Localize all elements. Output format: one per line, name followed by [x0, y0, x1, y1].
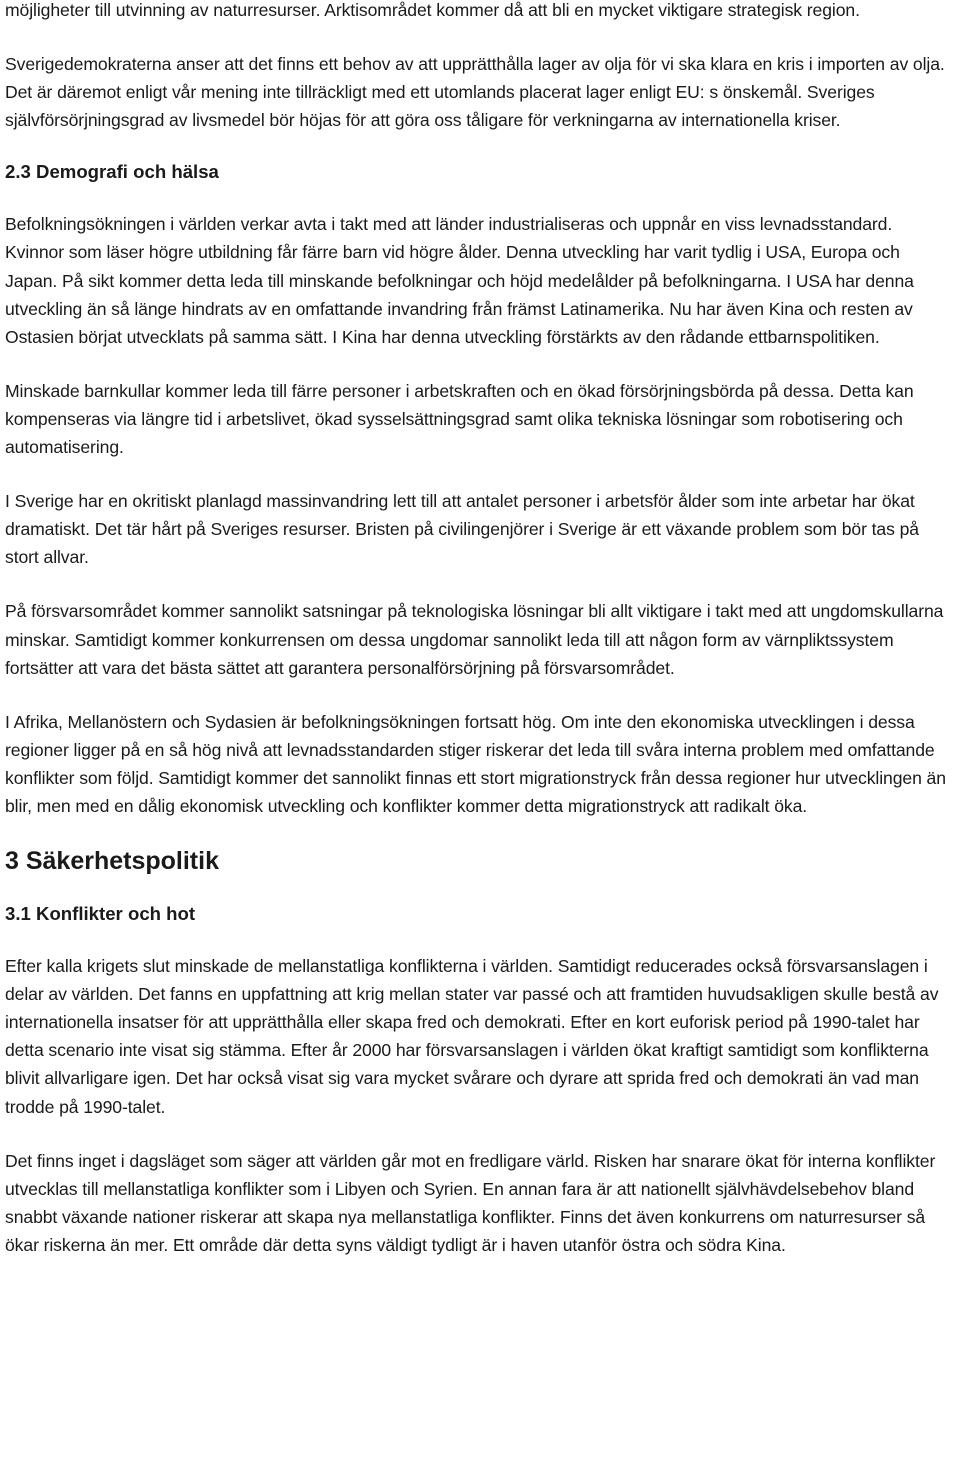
paragraph-text: I Sverige har en okritiskt planlagd massinvandring lett till att antalet personer i arbetsför ålder som inte arbetar har ökat dramatiskt. Det tär hårt på Sveriges resurser. Bristen på civilingenjörer i Sverige är ett växande problem som bör tas på stort allvar. — [5, 491, 919, 568]
section-heading-conflicts-threats: 3.1 Konflikter och hot — [5, 903, 196, 925]
paragraph-text: möjligheter till utvinning av naturresurser. Arktisområdet kommer då att bli en mycket viktigare strategisk region. — [5, 0, 860, 20]
chapter-heading-security-policy: 3 Säkerhetspolitik — [5, 847, 219, 876]
paragraph-sweden-immigration — [5, 487, 954, 571]
paragraph-arctic-continuation — [5, 0, 954, 24]
section-heading-demographics: 2.3 Demografi och hälsa — [5, 161, 219, 183]
paragraph-future-conflicts — [5, 1147, 954, 1259]
paragraph-labor-force — [5, 377, 954, 461]
paragraph-text: Det finns inget i dagsläget som säger att världen går mot en fredligare värld. Risken har snarare ökat för interna konflikter utvecklas till mellanstatliga konflikter som i Libyen och Syrien. En annan fara är att nationellt självhävdelsebehov bland snabbt växande nationer riskerar att skapa nya mellanstatliga konflikter. Finns det även konkurrens om naturresurser så ökar riskerna än mer. Ett område där detta syns väldigt tydligt är i haven utanför östra och södra Kina. — [5, 1150, 936, 1255]
paragraph-oil-reserves — [5, 50, 954, 134]
paragraph-cold-war — [5, 952, 954, 1121]
paragraph-text: I Afrika, Mellanöstern och Sydasien är befolkningsökningen fortsatt hög. Om inte den ekonomiska utvecklingen i dessa regioner ligger på en så hög nivå att levnadsstandarden stiger riskerar det leda till svåra interna problem med omfattande konflikter som följd. Samtidigt kommer det sannolikt finnas ett stort migrationstryck från dessa regioner hur utvecklingen än blir, men med en dålig ekonomisk utveckling och konflikter kommer detta migrationstryck att radikalt öka. — [5, 711, 946, 816]
paragraph-text: På försvarsområdet kommer sannolikt satsningar på teknologiska lösningar bli allt viktigare i takt med att ungdomskullarna minskar. Samtidigt kommer konkurrensen om dessa ungdomar sannolikt leda till att någon form av värnpliktssystem fortsätter att vara det bästa sättet att garantera personalförsörjning på försvarsområdet. — [5, 601, 944, 678]
paragraph-text: Efter kalla krigets slut minskade de mellanstatliga konflikterna i världen. Samtidigt reducerades också försvarsanslagen i delar av världen. Det fanns en uppfattning att krig mellan stater var passé och att framtiden huvudsakligen skulle bestå av internationella insatser för att upprätthålla eller skapa fred och demokrati. Efter en kort euforisk period på 1990-talet har detta scenario inte visat sig stämma. Efter år 2000 har försvarsanslagen i världen ökat kraftigt samtidigt som konflikterna blivit allvarligare igen. Det har också visat sig vara mycket svårare och dyrare att sprida fred och demokrati än vad man trodde på 1990-talet. — [5, 956, 939, 1117]
paragraph-text: Minskade barnkullar kommer leda till färre personer i arbetskraften och en ökad försörjningsbörda på dessa. Detta kan kompenseras via längre tid i arbetslivet, ökad sysselsättningsgrad samt olika tekniska lösningar som robotisering och automatisering. — [5, 380, 914, 458]
paragraph-defense-technology — [5, 597, 954, 681]
paragraph-population-growth — [5, 210, 954, 350]
paragraph-africa-middle-east — [5, 708, 954, 820]
paragraph-text: Befolkningsökningen i världen verkar avta i takt med att länder industrialiseras och uppnår en viss levnadsstandard. Kvinnor som läser högre utbildning får färre barn vid högre ålder. Denna utveckling har varit tydlig i USA, Europa och Japan. På sikt kommer detta leda till minskande befolkningar och höjd medelålder på befolkningarna. I USA har denna utveckling än så länge hindrats av en omfattande invandring från främst Latinamerika. Nu har även Kina och resten av Ostasien börjat utvecklats på samma sätt. I Kina har denna utveckling förstärkts av den rådande ettbarnspolitiken. — [5, 214, 914, 347]
paragraph-text: Sverigedemokraterna anser att det finns ett behov av att upprätthålla lager av olja för vi ska klara en kris i importen av olja. Det är däremot enligt vår mening inte tillräckligt med ett utomlands placerat lager enligt EU: s önskemål. Sveriges självförsörjningsgrad av livsmedel bör höjas för att göra oss tåligare för verkningarna av internationella kriser. — [5, 54, 945, 131]
